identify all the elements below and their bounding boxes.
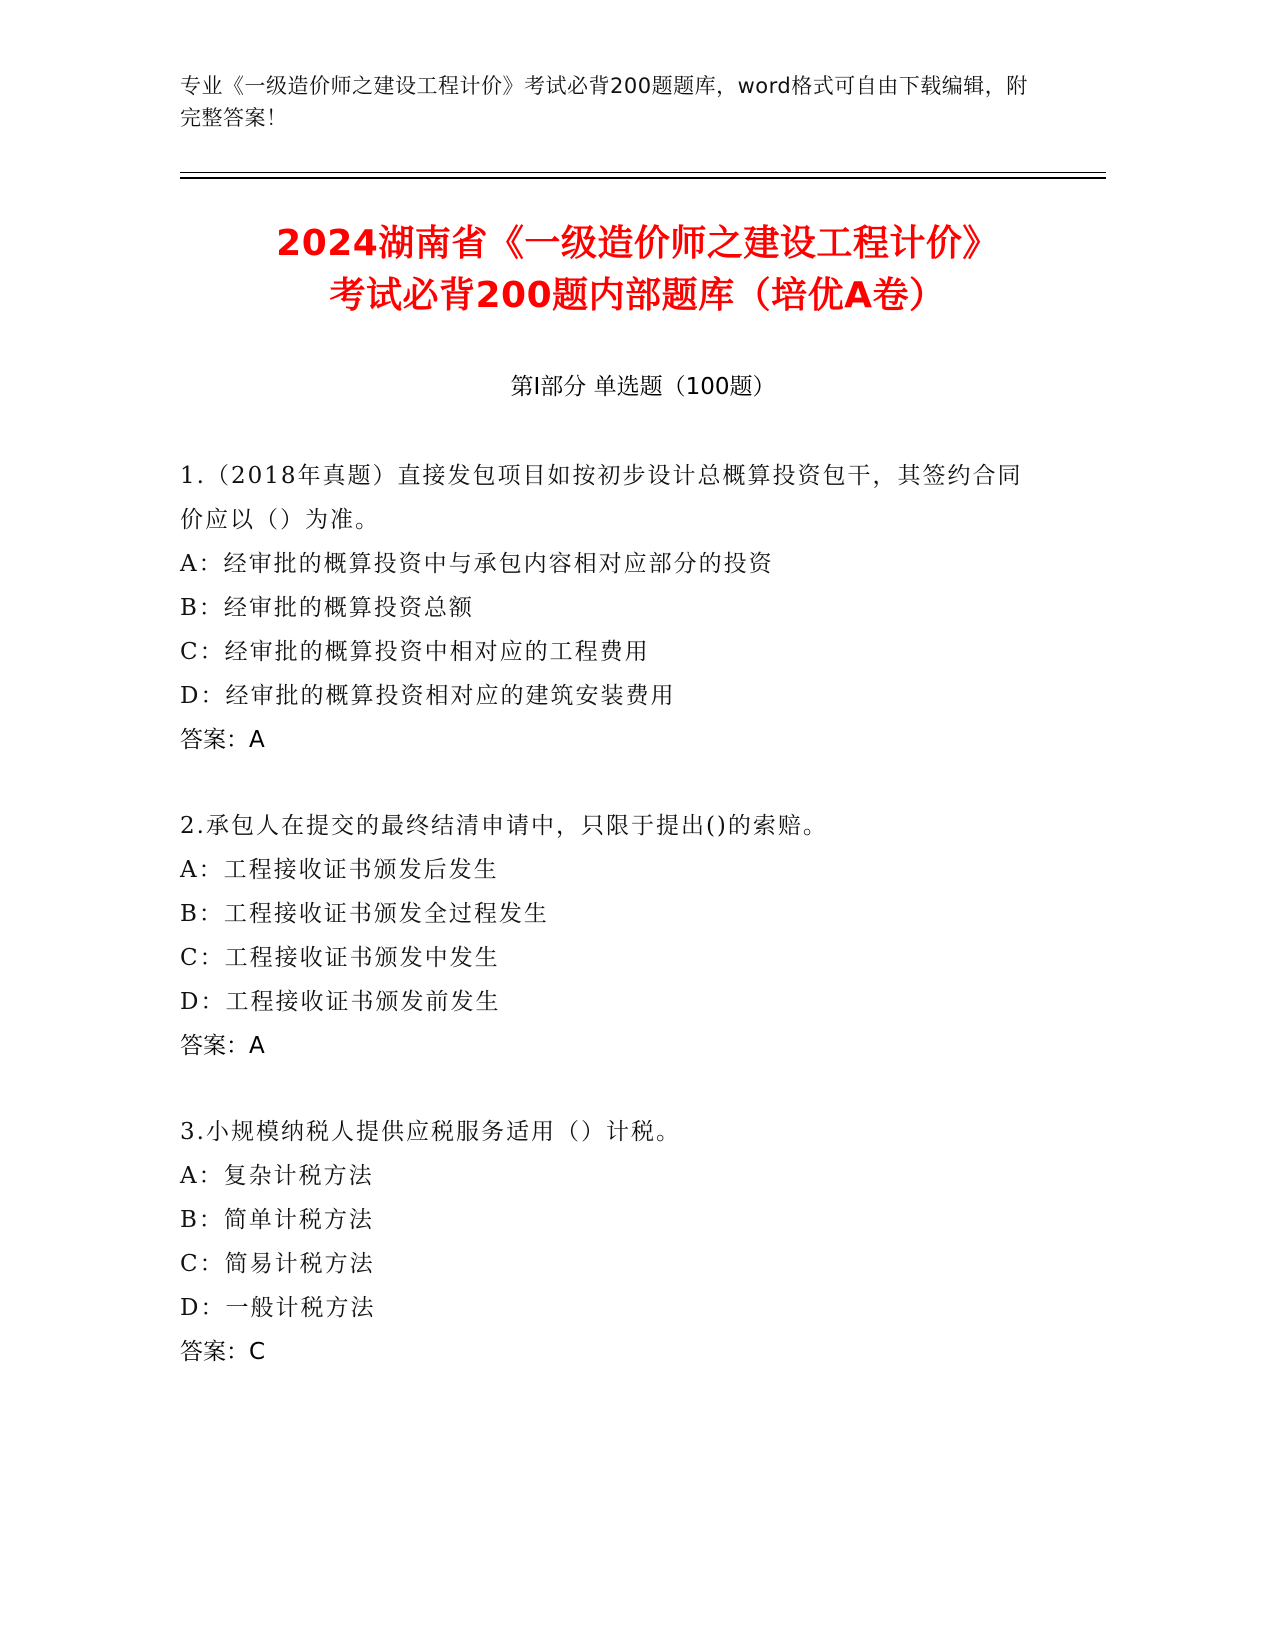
option-c: C：简易计税方法	[180, 1251, 375, 1277]
option-a: A：复杂计税方法	[180, 1163, 374, 1189]
question-stem: 3.小规模纳税人提供应税服务适用（）计税。	[180, 1119, 681, 1145]
option-d: D：工程接收证书颁发前发生	[180, 989, 501, 1015]
option-a: A：经审批的概算投资中与承包内容相对应部分的投资	[180, 551, 774, 577]
document-title-line-2: 考试必背200题内部题库（培优A卷）	[329, 275, 946, 316]
option-b: B：工程接收证书颁发全过程发生	[180, 901, 549, 927]
option-b: B：简单计税方法	[180, 1207, 374, 1233]
answer-line: 答案：A	[180, 1033, 265, 1059]
option-c: C：经审批的概算投资中相对应的工程费用	[180, 639, 650, 665]
option-a: A：工程接收证书颁发后发生	[180, 857, 499, 883]
document-title-line-1: 2024湖南省《一级造价师之建设工程计价》	[276, 223, 999, 264]
question-list	[180, 454, 1040, 1416]
option-b: B：经审批的概算投资总额	[180, 595, 474, 621]
answer-line: 答案：C	[180, 1339, 266, 1365]
section-title: 第I部分 单选题（100题）	[510, 374, 776, 400]
option-d: D：一般计税方法	[180, 1295, 376, 1321]
option-c: C：工程接收证书颁发中发生	[180, 945, 500, 971]
question-stem: 2.承包人在提交的最终结清申请中，只限于提出()的索赔。	[180, 813, 828, 839]
document-title	[140, 218, 1135, 322]
option-d: D：经审批的概算投资相对应的建筑安装费用	[180, 683, 676, 709]
question-3	[180, 1110, 1040, 1374]
question-stem: 1.（2018年真题）直接发包项目如按初步设计总概算投资包干，其签约合同价应以（）为准。	[180, 463, 1023, 533]
answer-line: 答案：A	[180, 727, 265, 753]
page-header-text: 专业《一级造价师之建设工程计价》考试必背200题题库，word格式可自由下载编辑，附完整答案！	[180, 74, 1028, 130]
question-2	[180, 804, 1040, 1068]
header-divider-thick	[180, 177, 1106, 179]
header-divider-thin	[180, 172, 1106, 173]
question-1	[180, 454, 1040, 762]
